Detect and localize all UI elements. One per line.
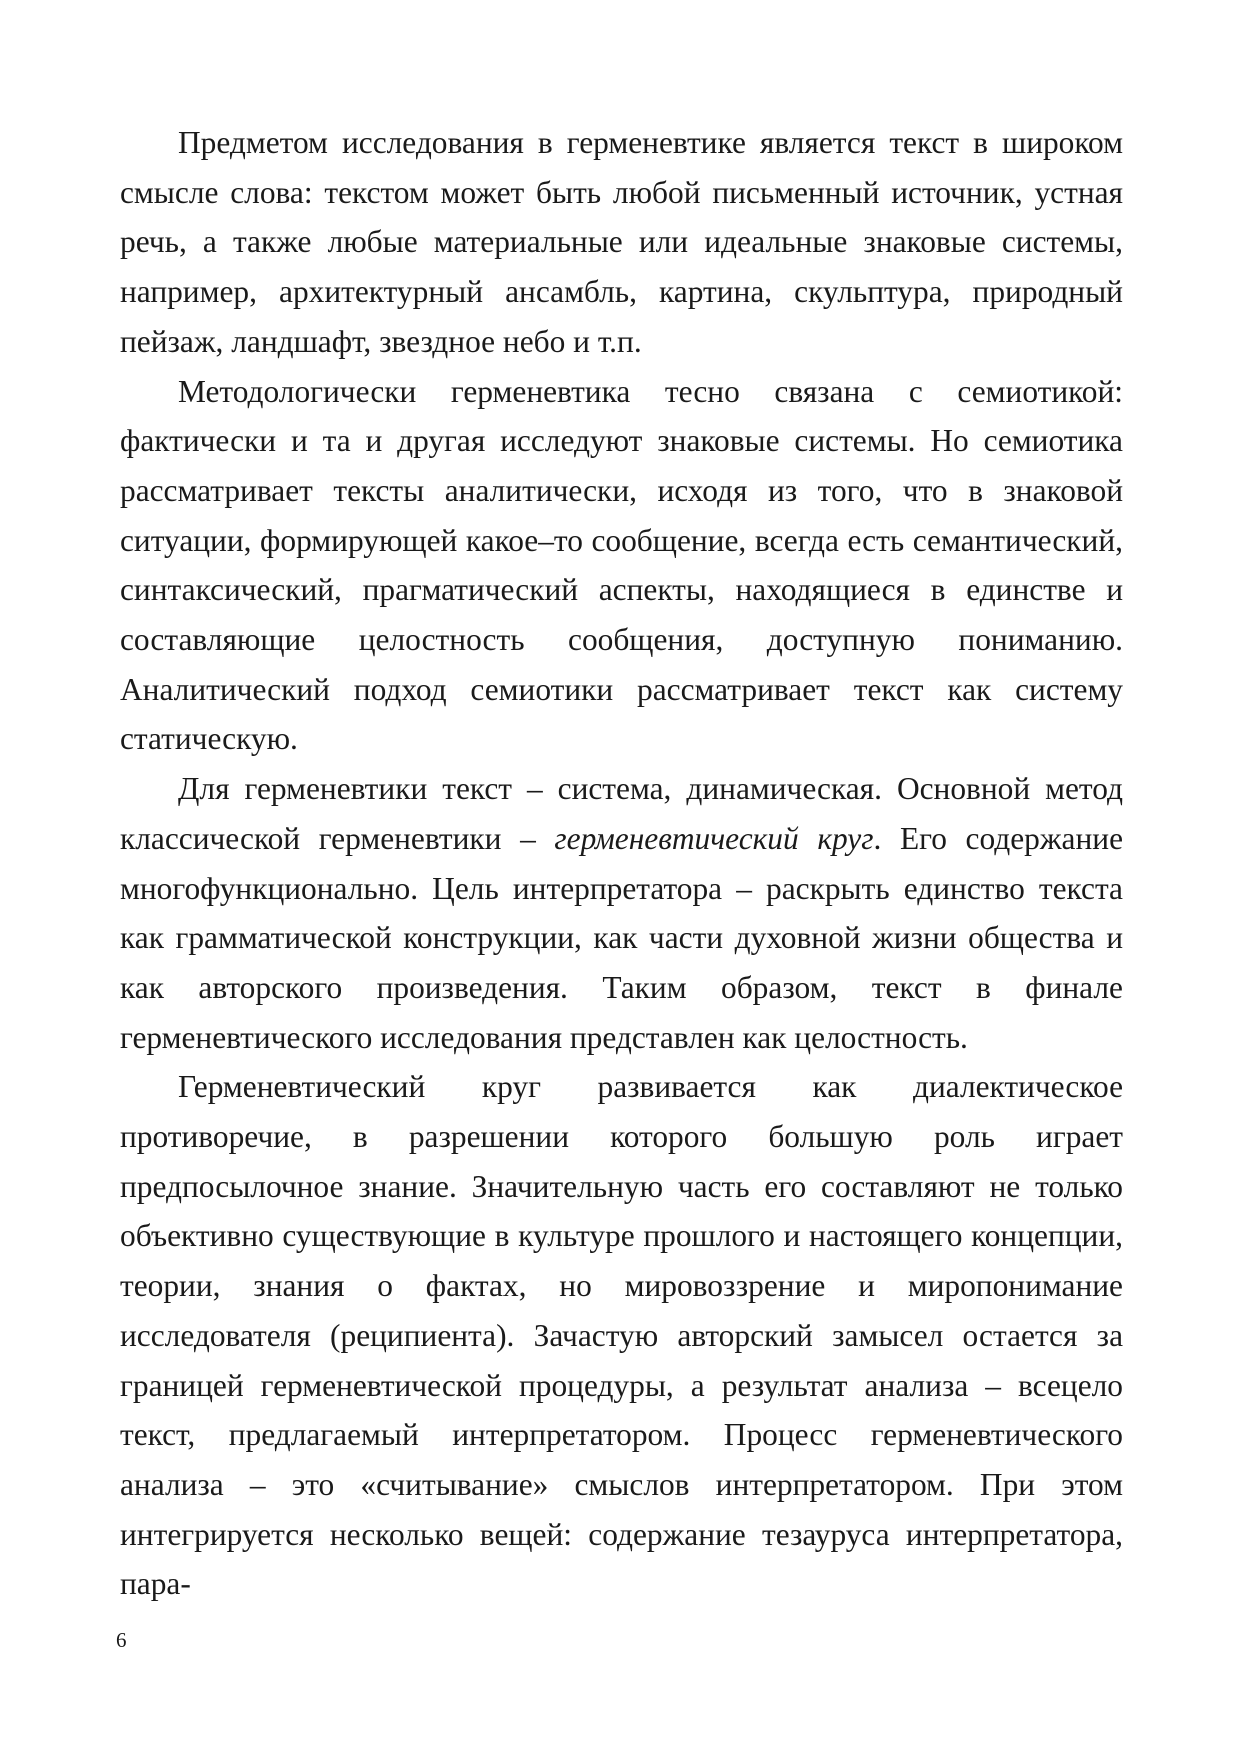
paragraph-4: Герменевтический круг развивается как диалектическое противоречие, в разрешении которого большую роль играет предпосылочное знание. Значительную часть его составляют не только объективно существующие в культуре прошлого и настоящего концепции, теории, знания о фактах, но мировоззрение и миропонимание исследователя (реципиента). Зачастую авторский замысел остается за границей герменевтической процедуры, а результат анализа – всецело текст, предлагаемый интерпретатором. Процесс герменевтического анализа – это «считывание» смыслов интерпретатором. При этом интегрируется несколько вещей: содержание тезауруса интерпретатора, пара- — [120, 1069, 1123, 1602]
body-text — [120, 118, 1123, 1609]
paragraph-3 — [120, 764, 1123, 1062]
hermeneutic-circle-term: герменевтический круг — [554, 820, 874, 856]
paragraph-1: Предметом исследования в герменевтике является текст в широком смысле слова: текстом может быть любой письменный источник, устная речь, а также любые материальные или идеальные знаковые системы, например, архитектурный ансамбль, картина, скульптура, природный пейзаж, ландшафт, звездное небо и т.п. — [120, 125, 1123, 359]
paragraph-3-after: . Его содержание многофункционально. Цель интерпретатора – раскрыть единство текста как грамматической конструкции, как части духовной жизни общества и как авторского произведения. Таким образом, текст в финале герменевтического исследования представлен как целостность. — [120, 820, 1124, 1055]
paragraph-3-before: Для герменевтики текст – система, динамическая. Основной метод классической герменевтики – — [120, 771, 1123, 856]
page-number: 6 — [116, 1628, 127, 1652]
paragraph-2: Методологически герменевтика тесно связана с семиотикой: фактически и та и другая исследуют знаковые системы. Но семиотика рассматривает тексты аналитически, исходя из того, что в знаковой ситуации, формирующей какое–то сообщение, всегда есть семантический, синтаксический, прагматический аспекты, находящиеся в единстве и составляющие целостность сообщения, доступную пониманию. Аналитический подход семиотики рассматривает текст как систему статическую. — [120, 373, 1123, 757]
